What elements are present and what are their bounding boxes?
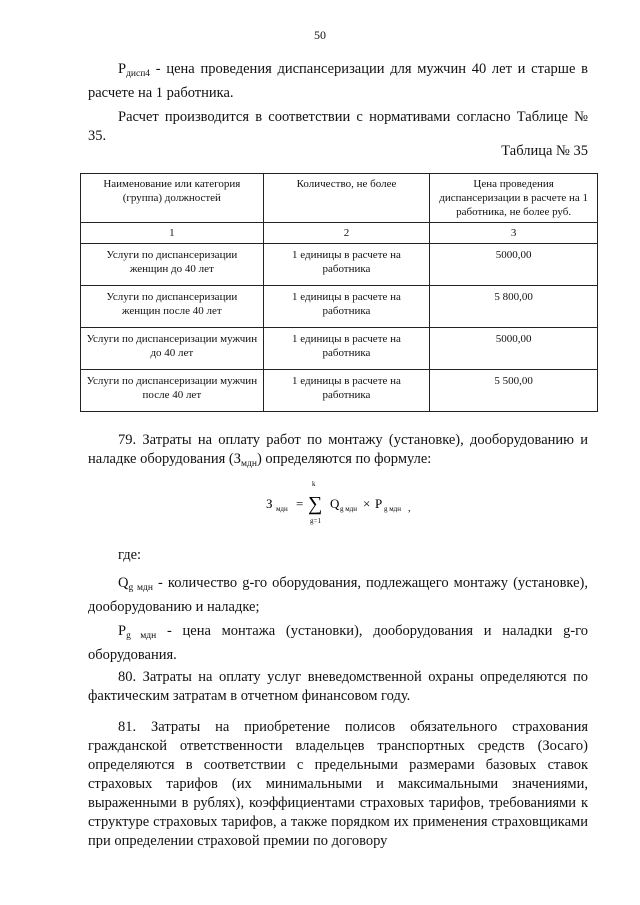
formula-equals: = xyxy=(296,496,304,511)
table-title: Таблица № 35 xyxy=(501,143,588,159)
header-quantity: Количество, не более xyxy=(263,174,430,223)
paragraph-79-tail: ) определяются по формуле: xyxy=(256,451,432,467)
paragraph-79-subscript: мдн xyxy=(241,459,257,469)
table-header-row xyxy=(81,174,598,223)
definition-q-subscript: g мдн xyxy=(128,583,153,593)
formula-comma: , xyxy=(408,503,411,514)
cell-category: Услуги по диспансеризации мужчин до 40 лет xyxy=(81,328,264,370)
cell-price: 5000,00 xyxy=(430,328,598,370)
table-row xyxy=(81,328,598,370)
formula-installation-costs xyxy=(262,480,422,528)
paragraph-79-text: 79. Затраты на оплату работ по монтажу (установке), дооборудованию и наладке оборудования (З xyxy=(88,432,588,467)
formula-lhs: З xyxy=(266,496,273,511)
paragraph-calculation: Расчет производится в соответствии с нормативами согласно Таблице № 35. xyxy=(88,109,588,144)
table-row xyxy=(81,286,598,328)
table-column-number-row xyxy=(81,223,598,244)
column-number: 1 xyxy=(81,223,264,244)
formula-lhs-subscript: мдн xyxy=(276,505,288,513)
paragraph-79 xyxy=(88,431,588,474)
formula-p-subscript: g мдн xyxy=(384,505,401,513)
cell-quantity: 1 единицы в расчете на работника xyxy=(263,370,430,412)
price-subscript: дисп4 xyxy=(126,69,151,79)
definition-p xyxy=(88,622,588,665)
formula-lower-limit: g=1 xyxy=(310,517,321,525)
header-category: Наименование или категория (группа) должностей xyxy=(81,174,264,223)
table-row xyxy=(81,370,598,412)
formula-upper-limit: k xyxy=(312,480,316,488)
cell-price: 5 500,00 xyxy=(430,370,598,412)
price-definition-text: - цена проведения диспансеризации для мужчин 40 лет и старше в расчете на 1 работника. xyxy=(88,61,588,101)
cell-quantity: 1 единицы в расчете на работника xyxy=(263,244,430,286)
header-price: Цена проведения диспансеризации в расчете на 1 работника, не более руб. xyxy=(430,174,598,223)
cell-quantity: 1 единицы в расчете на работника xyxy=(263,328,430,370)
definition-p-text: - цена монтажа (установки), дооборудования и наладки g-го оборудования. xyxy=(88,623,589,663)
formula-p-symbol: P xyxy=(375,496,383,511)
cell-category: Услуги по диспансеризации женщин после 40 лет xyxy=(81,286,264,328)
definition-q-text: - количество g-го оборудования, подлежащего монтажу (установке), дооборудованию и наладке; xyxy=(88,575,588,615)
paragraph-price-definition xyxy=(88,60,588,103)
definition-q-symbol: Q xyxy=(118,575,129,591)
paragraph-81: 81. Затраты на приобретение полисов обязательного страхования гражданской ответственности владельцев транспортных средств (Зосаго) определяются в соответствии с предельными размерами базовых ставок страховых тарифов (их минимальными и максимальными значениями, выраженными в рублях), коэффициентами страховых тарифов, требованиями к структуре страховых тарифов, а также порядком их применения страховщиками при определении страховой премии по договору xyxy=(88,719,588,849)
cell-quantity: 1 единицы в расчете на работника xyxy=(263,286,430,328)
definition-q xyxy=(88,574,588,617)
formula-q-subscript: g мдн xyxy=(340,505,357,513)
formula-times: × xyxy=(363,496,371,511)
cell-price: 5000,00 xyxy=(430,244,598,286)
page-number: 50 xyxy=(314,28,326,42)
column-number: 3 xyxy=(430,223,598,244)
cell-category: Услуги по диспансеризации мужчин после 40 лет xyxy=(81,370,264,412)
sum-icon: ∑ xyxy=(308,493,323,515)
definition-p-symbol: P xyxy=(118,623,127,639)
price-symbol: P xyxy=(118,61,127,77)
column-number: 2 xyxy=(263,223,430,244)
formula-q-symbol: Q xyxy=(330,496,340,511)
cell-category: Услуги по диспансеризации женщин до 40 лет xyxy=(81,244,264,286)
where-label: где: xyxy=(118,547,142,563)
norms-table xyxy=(80,173,598,412)
paragraph-80: 80. Затраты на оплату услуг вневедомственной охраны определяются по фактическим затратам в отчетном финансовом году. xyxy=(88,669,588,704)
table-row xyxy=(81,244,598,286)
cell-price: 5 800,00 xyxy=(430,286,598,328)
definition-p-subscript: g мдн xyxy=(126,631,157,641)
